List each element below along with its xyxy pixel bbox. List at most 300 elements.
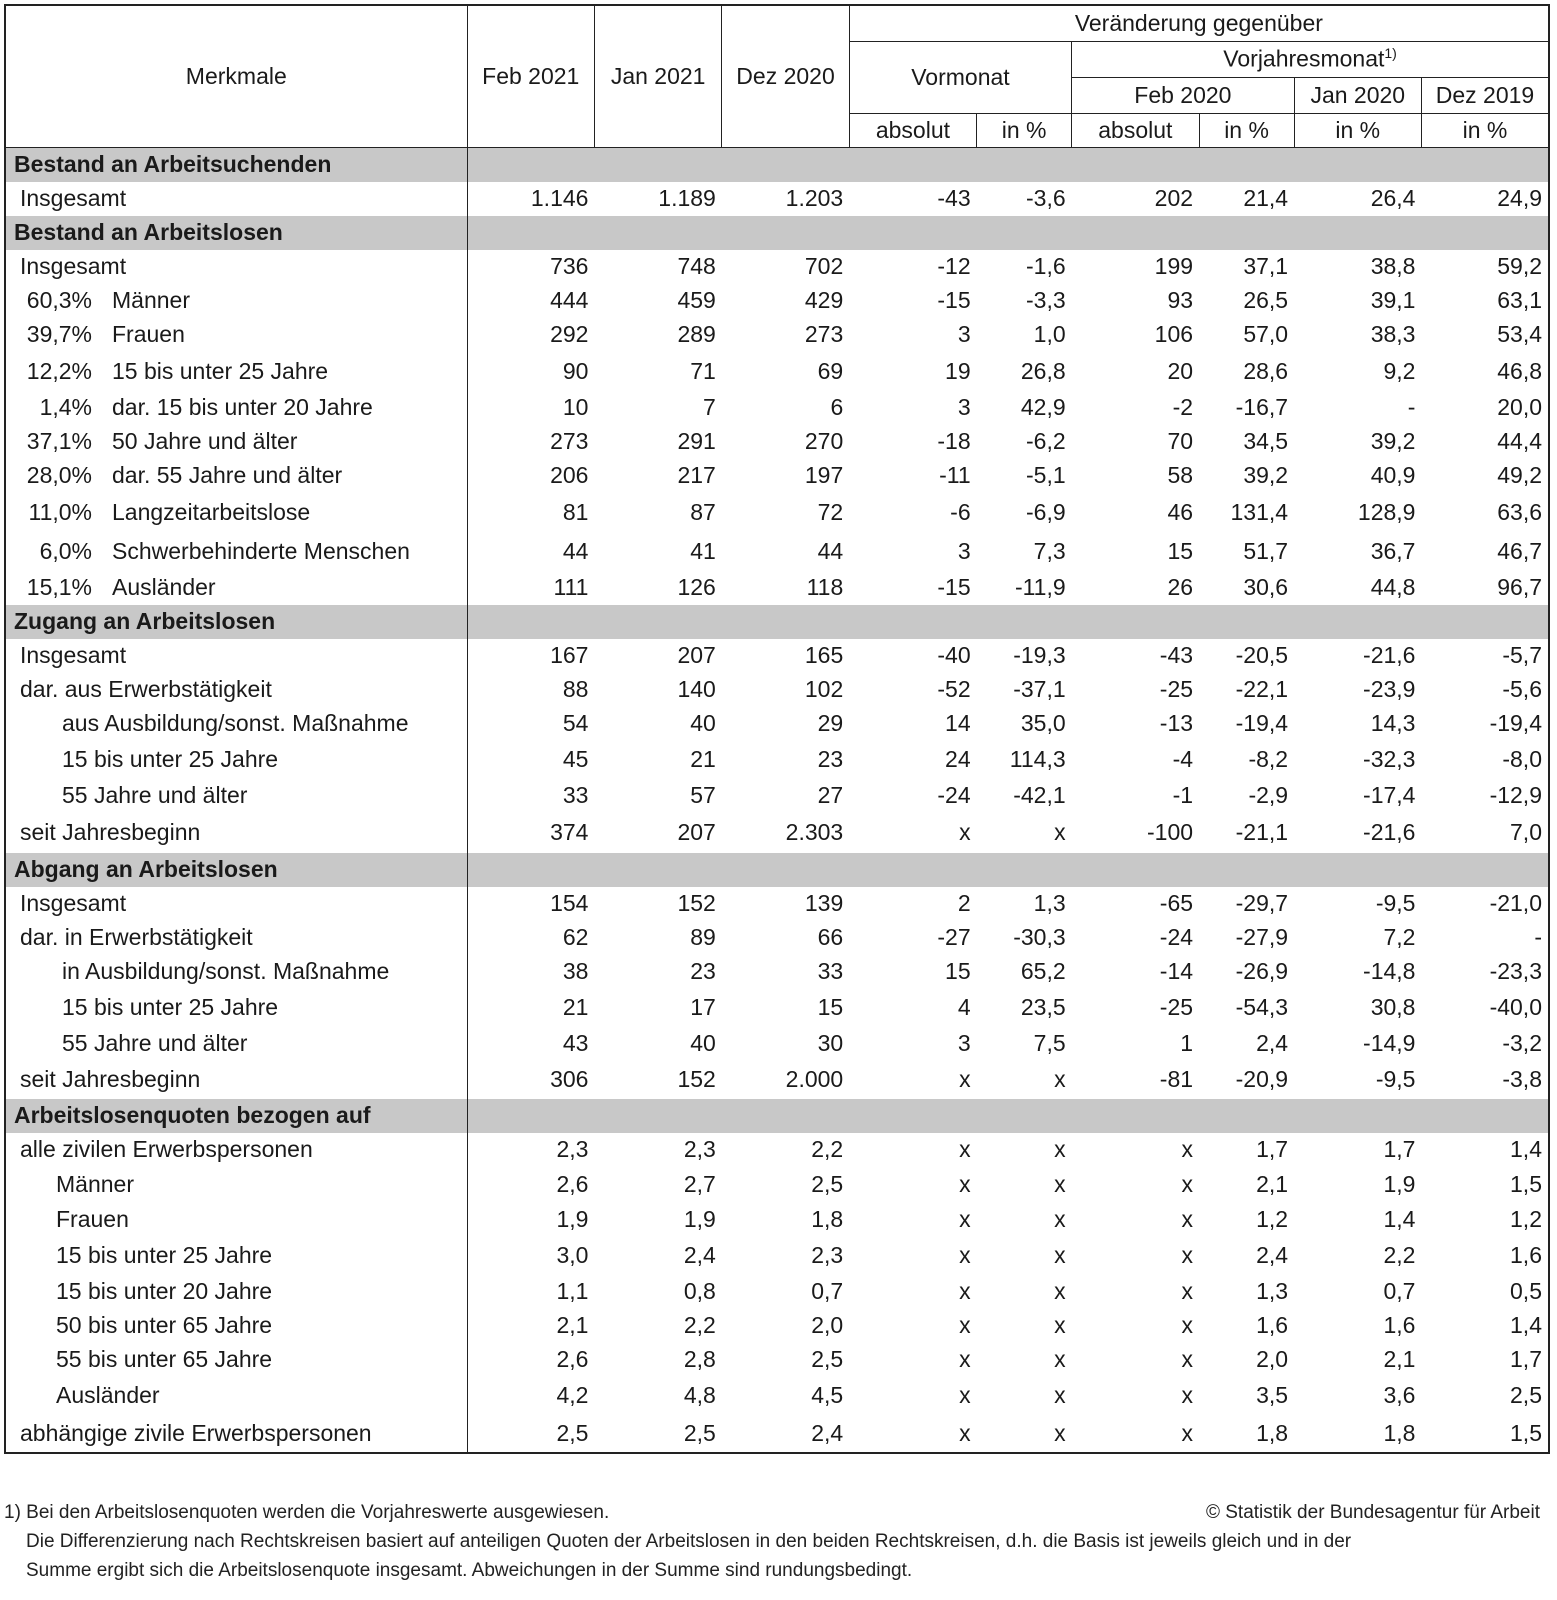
value-cell: 23,5 [1020, 994, 1066, 1020]
value-cell: 2,5 [556, 1419, 589, 1446]
value-cell: 88 [562, 676, 589, 702]
row-label: 15 bis unter 20 Jahre [56, 1278, 273, 1304]
value-cell: -27 [937, 924, 971, 950]
table-row [5, 1415, 1549, 1453]
row-label-cell [5, 533, 467, 571]
value-cell: 1,9 [1383, 1171, 1416, 1197]
value-cell: 19 [945, 357, 971, 384]
value-cell: -43 [937, 185, 971, 211]
value-cell: 1,3 [1033, 890, 1066, 916]
value-cell: 66 [817, 924, 844, 950]
table-row [5, 318, 1549, 352]
table-body [5, 147, 1549, 1453]
value-cell: 2,5 [811, 1171, 844, 1197]
value-cell: 17 [690, 994, 716, 1020]
value-cell: 106 [1154, 321, 1194, 347]
value-cell: 126 [677, 574, 716, 600]
section-header-fill [467, 605, 1549, 639]
value-cell: -40 [937, 642, 971, 668]
value-cell: -24 [1159, 924, 1194, 950]
value-cell: x [1181, 1346, 1194, 1372]
table-row [5, 571, 1549, 605]
share-percent: 6,0% [39, 538, 92, 564]
value-cell: 9,2 [1383, 357, 1416, 384]
value-cell: -6 [950, 499, 971, 525]
value-cell: 2,0 [811, 1312, 844, 1338]
value-cell: x [1181, 1206, 1194, 1232]
value-cell: 26 [1167, 574, 1194, 600]
value-cell: -13 [1159, 710, 1194, 736]
value-cell: -29,7 [1235, 890, 1289, 916]
value-cell: 2.000 [785, 1066, 844, 1092]
value-cell: 43 [562, 1030, 589, 1056]
value-cell: 1,4 [1510, 1136, 1542, 1162]
table-row [5, 1275, 1549, 1309]
value-cell: 291 [677, 428, 716, 454]
row-label: Frauen [56, 1206, 129, 1232]
value-cell: 20,0 [1497, 394, 1542, 420]
section-header-fill [467, 216, 1549, 250]
row-label-cell [5, 459, 467, 493]
value-cell: 57 [690, 782, 716, 808]
row-label-cell [5, 813, 467, 853]
row-label: 15 bis unter 25 Jahre [62, 994, 279, 1020]
value-cell: x [959, 1312, 971, 1338]
value-cell: 39,2 [1370, 428, 1416, 454]
value-cell: 1,3 [1256, 1278, 1289, 1304]
row-label: seit Jahresbeginn [20, 1066, 201, 1092]
value-cell: 111 [553, 574, 589, 600]
value-cell: 374 [550, 819, 589, 845]
value-cell: -100 [1147, 819, 1194, 845]
row-label: 55 Jahre und älter [62, 782, 248, 808]
footnotes [4, 1498, 1550, 1585]
value-cell: x [1054, 1206, 1066, 1232]
row-label: 50 Jahre und älter [112, 428, 298, 454]
value-cell: 1,6 [1256, 1312, 1289, 1338]
value-cell: x [1054, 1136, 1066, 1162]
value-cell: 36,7 [1370, 538, 1416, 564]
row-label: abhängige zivile Erwerbspersonen [20, 1419, 372, 1446]
value-cell: 34,5 [1243, 428, 1289, 454]
value-cell: x [1181, 1171, 1194, 1197]
value-cell: 62 [562, 924, 589, 950]
value-cell: 429 [804, 287, 844, 313]
value-cell: 1,7 [1256, 1136, 1289, 1162]
value-cell: 1,8 [811, 1206, 844, 1232]
value-cell: -15 [937, 287, 971, 313]
row-label: Insgesamt [20, 253, 127, 279]
row-label: dar. 55 Jahre und älter [112, 462, 343, 488]
value-cell: -24 [937, 782, 971, 808]
value-cell: 2,8 [683, 1346, 716, 1372]
value-cell: 1,6 [1510, 1242, 1542, 1268]
value-cell: 2,4 [1256, 1242, 1289, 1268]
table-row [5, 391, 1549, 425]
footnote-3: Summe ergibt sich die Arbeitslosenquote insgesamt. Abweichungen in der Summe sind rundungsbedingt. [26, 1560, 913, 1581]
value-cell: -43 [1159, 642, 1194, 668]
section-title: Bestand an Arbeitslosen [5, 216, 467, 250]
value-cell: 7,0 [1510, 819, 1542, 845]
value-cell: 27 [817, 782, 844, 808]
value-cell: x [959, 1419, 971, 1446]
statistics-table-container [4, 4, 1550, 1454]
row-label-cell [5, 1343, 467, 1377]
value-cell: 1,0 [1033, 321, 1066, 347]
value-cell: 26,4 [1370, 185, 1416, 211]
row-label-cell [5, 1237, 467, 1275]
value-cell: -19,4 [1489, 710, 1542, 736]
value-cell: -5,7 [1502, 642, 1542, 668]
row-label-cell [5, 352, 467, 391]
value-cell: 206 [550, 462, 589, 488]
value-cell: 15 [817, 994, 844, 1020]
header-feb-2021: Feb 2021 [467, 5, 594, 147]
value-cell: 33 [562, 782, 589, 808]
value-cell: -9,5 [1375, 890, 1416, 916]
value-cell: 273 [550, 428, 589, 454]
header-veraenderung: Veränderung gegenüber [849, 5, 1549, 41]
header-vormonat-pct: in % [977, 113, 1072, 147]
value-cell: 202 [1154, 185, 1194, 211]
row-label: Insgesamt [20, 642, 127, 668]
value-cell: 1,4 [1510, 1312, 1542, 1338]
value-cell: -1 [1172, 782, 1194, 808]
value-cell: 23 [690, 958, 716, 984]
row-label-cell [5, 989, 467, 1027]
share-percent: 11,0% [28, 499, 92, 525]
value-cell: 40,9 [1370, 462, 1416, 488]
share-percent: 60,3% [26, 287, 92, 313]
value-cell: 1,8 [1256, 1419, 1289, 1446]
row-label-cell [5, 1167, 467, 1203]
value-cell: 2,4 [811, 1419, 844, 1446]
value-cell: x [1181, 1382, 1194, 1408]
value-cell: 69 [817, 357, 844, 384]
row-label: Insgesamt [20, 185, 127, 211]
value-cell: 197 [804, 462, 844, 488]
value-cell: -5,1 [1026, 462, 1066, 488]
footnote-1: 1) Bei den Arbeitslosenquoten werden die Vorjahreswerte ausgewiesen. [4, 1502, 610, 1523]
value-cell: 21,4 [1243, 185, 1289, 211]
value-cell: 1,9 [683, 1206, 716, 1232]
value-cell: 1,2 [1510, 1206, 1542, 1232]
value-cell: 2,3 [811, 1242, 844, 1268]
section-title: Bestand an Arbeitsuchenden [5, 147, 467, 182]
value-cell: x [959, 1206, 971, 1232]
value-cell: 14 [945, 710, 971, 736]
value-cell: -20,5 [1235, 642, 1289, 668]
value-cell: 46,8 [1497, 357, 1542, 384]
value-cell: 7 [703, 394, 716, 420]
value-cell: 23 [817, 746, 844, 772]
value-cell: x [1181, 1278, 1194, 1304]
header-vorjahresmonat-label: Vorjahresmonat [1223, 45, 1385, 72]
row-label-cell [5, 779, 467, 813]
table-row [5, 989, 1549, 1027]
value-cell: x [1054, 1312, 1066, 1338]
section-header-row [5, 1099, 1549, 1133]
value-cell: -27,9 [1235, 924, 1289, 950]
value-cell: 37,1 [1243, 253, 1289, 279]
row-label-cell [5, 673, 467, 707]
table-row [5, 921, 1549, 955]
share-percent: 39,7% [26, 321, 92, 347]
table-row [5, 1167, 1549, 1203]
section-header-fill [467, 1099, 1549, 1133]
row-label: 15 bis unter 25 Jahre [112, 357, 329, 384]
table-row [5, 1203, 1549, 1237]
value-cell: -8,2 [1248, 746, 1289, 772]
value-cell: -16,7 [1235, 394, 1289, 420]
table-row [5, 779, 1549, 813]
value-cell: 1 [1180, 1030, 1194, 1056]
header-vorjahresmonat [1072, 41, 1549, 77]
value-cell: 21 [690, 746, 716, 772]
value-cell: x [1181, 1242, 1194, 1268]
value-cell: 199 [1154, 253, 1194, 279]
value-cell: -22,1 [1235, 676, 1289, 702]
value-cell: 152 [677, 1066, 716, 1092]
value-cell: 2,5 [1510, 1382, 1542, 1408]
value-cell: 1,4 [1383, 1206, 1416, 1232]
value-cell: 736 [550, 253, 589, 279]
value-cell: 57,0 [1243, 321, 1289, 347]
row-label-cell [5, 250, 467, 284]
value-cell: 35,0 [1020, 710, 1066, 736]
value-cell: -3,6 [1026, 185, 1066, 211]
header-dez-2019: Dez 2019 [1421, 77, 1549, 113]
value-cell: -6,9 [1026, 499, 1066, 525]
row-label: Ausländer [56, 1382, 160, 1408]
value-cell: 29 [817, 710, 844, 736]
value-cell: 114,3 [1009, 746, 1066, 772]
row-label: dar. in Erwerbstätigkeit [20, 924, 253, 950]
value-cell: 2,2 [811, 1136, 844, 1162]
value-cell: 6 [830, 394, 844, 420]
value-cell: 2,1 [1383, 1346, 1416, 1372]
value-cell: 118 [806, 574, 844, 600]
value-cell: 44 [817, 538, 844, 564]
value-cell: -23,9 [1363, 676, 1416, 702]
value-cell: 26,8 [1020, 357, 1066, 384]
value-cell: 292 [550, 321, 589, 347]
value-cell: 51,7 [1243, 538, 1289, 564]
value-cell: 1,7 [1510, 1346, 1542, 1372]
value-cell: 44,8 [1370, 574, 1416, 600]
table-row [5, 673, 1549, 707]
value-cell: 2,6 [556, 1346, 589, 1372]
table-row [5, 1061, 1549, 1099]
value-cell: 2,3 [683, 1136, 716, 1162]
value-cell: 0,7 [811, 1278, 844, 1304]
value-cell: x [1181, 1419, 1194, 1446]
value-cell: 63,6 [1497, 499, 1542, 525]
value-cell: x [959, 1242, 971, 1268]
row-label-cell [5, 1415, 467, 1453]
value-cell: 4,2 [556, 1382, 589, 1408]
value-cell: 4,8 [683, 1382, 716, 1408]
table-row [5, 955, 1549, 989]
value-cell: 3 [957, 1030, 971, 1056]
value-cell: -32,3 [1363, 746, 1416, 772]
value-cell: 42,9 [1020, 394, 1066, 420]
value-cell: 15 [1167, 538, 1194, 564]
value-cell: -26,9 [1235, 958, 1289, 984]
value-cell: 33 [817, 958, 844, 984]
share-percent: 12,2% [26, 357, 92, 384]
value-cell: -14,8 [1363, 958, 1416, 984]
value-cell: 165 [804, 642, 844, 668]
row-label: dar. aus Erwerbstätigkeit [20, 676, 272, 702]
value-cell: 1.189 [658, 185, 716, 211]
header-feb2020-absolut: absolut [1072, 113, 1199, 147]
value-cell: -23,3 [1489, 958, 1542, 984]
value-cell: 54 [562, 710, 589, 736]
row-label: 15 bis unter 25 Jahre [56, 1242, 273, 1268]
row-label-cell [5, 887, 467, 921]
value-cell: 58 [1167, 462, 1194, 488]
value-cell: -3,3 [1026, 287, 1066, 313]
value-cell: 2,6 [556, 1171, 589, 1197]
value-cell: 128,9 [1357, 499, 1416, 525]
header-vormonat-absolut: absolut [849, 113, 976, 147]
value-cell: 1.203 [785, 185, 844, 211]
value-cell: 3,6 [1383, 1382, 1416, 1408]
value-cell: -25 [1159, 676, 1194, 702]
value-cell: -8,0 [1502, 746, 1542, 772]
row-label: 50 bis unter 65 Jahre [56, 1312, 273, 1338]
labor-market-table [4, 4, 1550, 1454]
value-cell: 39,2 [1243, 462, 1289, 488]
row-label: aus Ausbildung/sonst. Maßnahme [62, 710, 409, 736]
value-cell: 1,9 [556, 1206, 589, 1232]
row-label: Männer [112, 287, 190, 313]
header-jan2020-pct: in % [1294, 113, 1421, 147]
section-header-fill [467, 853, 1549, 887]
value-cell: -17,4 [1363, 782, 1416, 808]
value-cell: 72 [817, 499, 844, 525]
value-cell: 46 [1167, 499, 1194, 525]
row-label: 55 bis unter 65 Jahre [56, 1346, 273, 1372]
value-cell: x [959, 1346, 971, 1372]
row-label-cell [5, 571, 467, 605]
value-cell: 21 [562, 994, 589, 1020]
value-cell: 1,2 [1256, 1206, 1289, 1232]
value-cell: 3 [957, 394, 971, 420]
value-cell: x [959, 1382, 971, 1408]
section-header-row [5, 853, 1549, 887]
row-label-cell [5, 391, 467, 425]
section-header-row [5, 605, 1549, 639]
value-cell: 96,7 [1497, 574, 1542, 600]
value-cell: 702 [804, 253, 844, 279]
value-cell: 1,8 [1383, 1419, 1416, 1446]
footnote-marker: 1) [1384, 45, 1397, 62]
value-cell: 30,8 [1370, 994, 1416, 1020]
row-label-cell [5, 284, 467, 318]
value-cell: 167 [550, 642, 589, 668]
share-percent: 15,1% [26, 574, 92, 600]
table-row [5, 425, 1549, 459]
value-cell: 26,5 [1243, 287, 1289, 313]
header-feb-2020: Feb 2020 [1072, 77, 1294, 113]
value-cell: 38,8 [1370, 253, 1416, 279]
value-cell: x [1054, 1346, 1066, 1372]
value-cell: -18 [937, 428, 971, 454]
row-label-cell [5, 182, 467, 216]
value-cell: 59,2 [1497, 253, 1542, 279]
value-cell: 102 [804, 676, 844, 702]
value-cell: - [1534, 924, 1542, 950]
value-cell: 2,5 [811, 1346, 844, 1372]
value-cell: -4 [1172, 746, 1194, 772]
row-label-cell [5, 425, 467, 459]
value-cell: 2,2 [1383, 1242, 1416, 1268]
value-cell: x [959, 1136, 971, 1162]
value-cell: 459 [677, 287, 716, 313]
value-cell: 154 [550, 890, 589, 916]
value-cell: 40 [690, 1030, 716, 1056]
row-label-cell [5, 1275, 467, 1309]
value-cell: -3,8 [1502, 1066, 1542, 1092]
row-label: Schwerbehinderte Menschen [112, 538, 410, 564]
value-cell: 2,1 [556, 1312, 589, 1338]
table-row [5, 887, 1549, 921]
row-label-cell [5, 1377, 467, 1415]
value-cell: 444 [550, 287, 589, 313]
value-cell: 3 [957, 321, 971, 347]
value-cell: 38,3 [1370, 321, 1416, 347]
value-cell: 207 [677, 642, 716, 668]
value-cell: - [1407, 394, 1416, 420]
value-cell: -40,0 [1489, 994, 1542, 1020]
row-label: in Ausbildung/sonst. Maßnahme [62, 958, 390, 984]
value-cell: -1,6 [1026, 253, 1066, 279]
value-cell: 1,6 [1383, 1312, 1416, 1338]
value-cell: 289 [677, 321, 716, 347]
row-label-cell [5, 921, 467, 955]
value-cell: -14,9 [1363, 1030, 1416, 1056]
value-cell: 207 [677, 819, 716, 845]
table-row [5, 250, 1549, 284]
value-cell: -52 [937, 676, 971, 702]
value-cell: 7,5 [1033, 1030, 1066, 1056]
row-label-cell [5, 639, 467, 673]
row-label-cell [5, 493, 467, 533]
value-cell: -9,5 [1375, 1066, 1416, 1092]
row-label: alle zivilen Erwerbspersonen [20, 1136, 313, 1162]
table-row [5, 533, 1549, 571]
value-cell: 44 [562, 538, 589, 564]
value-cell: x [1054, 1278, 1066, 1304]
value-cell: -11,9 [1014, 574, 1066, 600]
table-row [5, 1309, 1549, 1343]
section-header-row [5, 147, 1549, 182]
table-row [5, 1377, 1549, 1415]
row-label-cell [5, 1061, 467, 1099]
table-row [5, 352, 1549, 391]
value-cell: 44,4 [1497, 428, 1542, 454]
table-row [5, 1237, 1549, 1275]
section-header-fill [467, 147, 1549, 182]
value-cell: -12 [937, 253, 971, 279]
value-cell: -42,1 [1013, 782, 1066, 808]
row-label: Männer [56, 1171, 134, 1197]
table-row [5, 813, 1549, 853]
header-vormonat: Vormonat [849, 41, 1071, 113]
value-cell: 63,1 [1497, 287, 1542, 313]
